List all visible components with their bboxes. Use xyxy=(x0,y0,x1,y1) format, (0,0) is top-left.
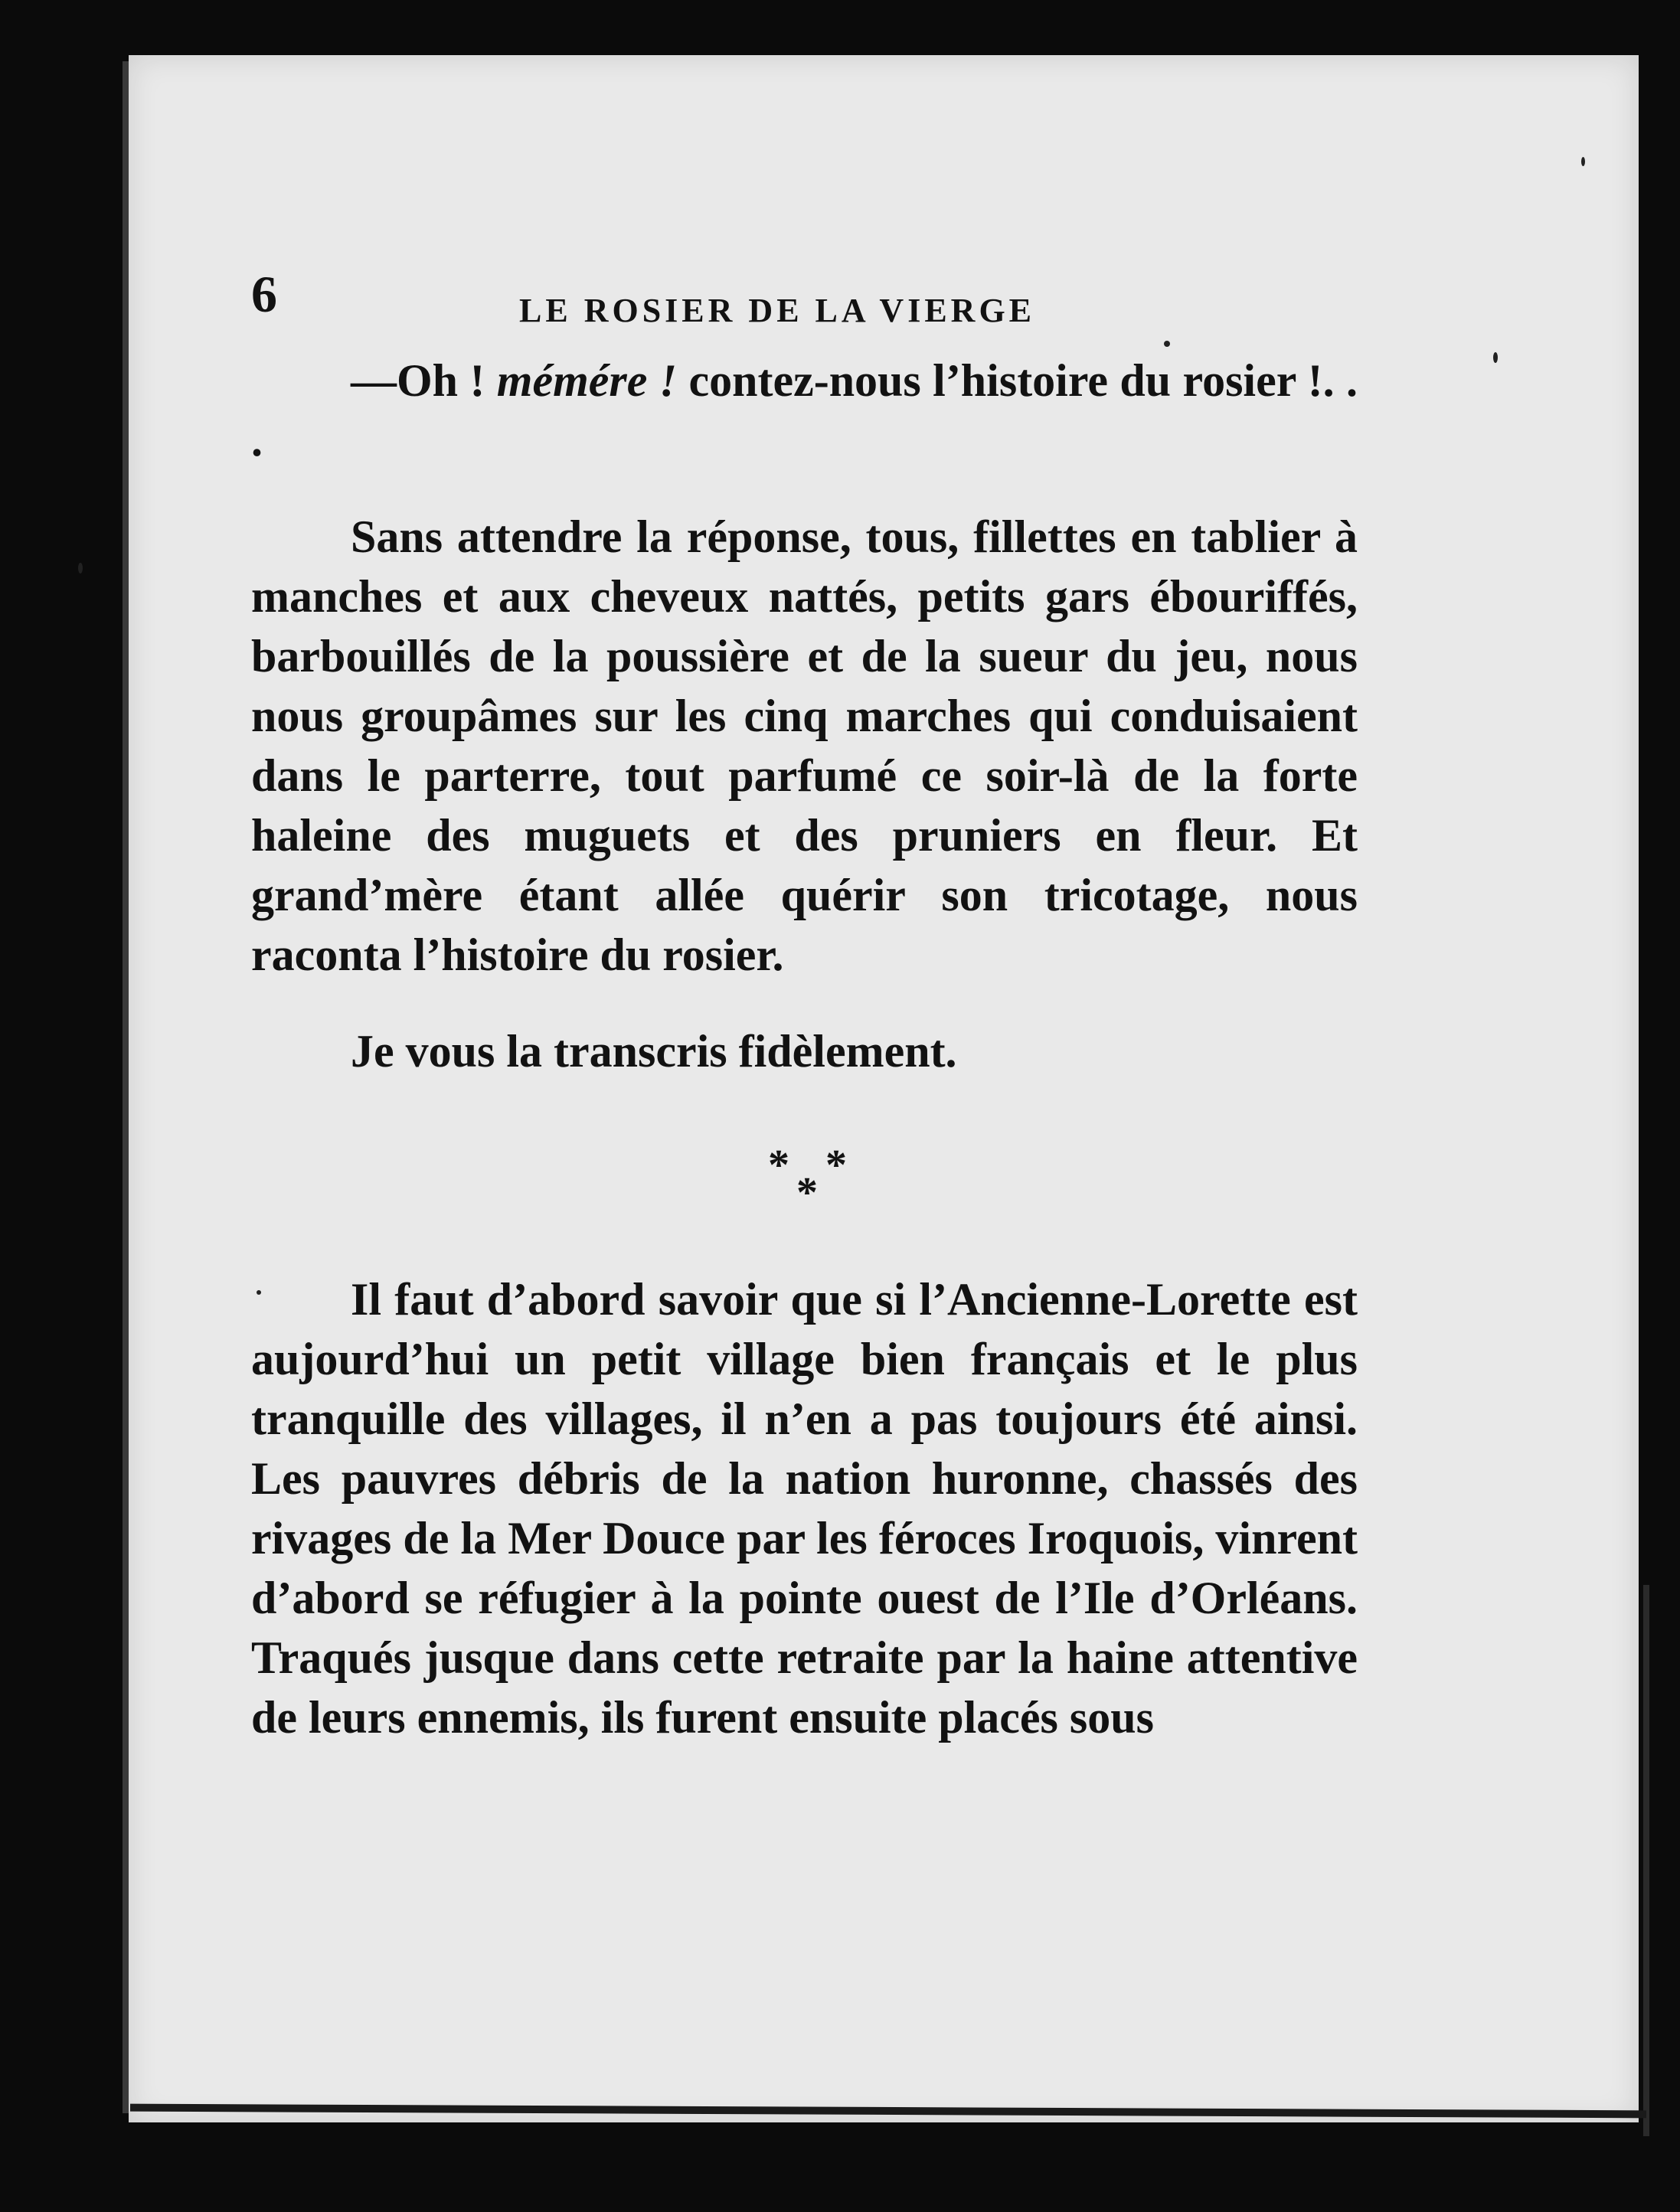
asterism-divider xyxy=(251,1126,1358,1233)
page-number: 6 xyxy=(251,265,277,323)
page-text-block xyxy=(251,260,1358,1747)
running-head-title: LE ROSIER DE LA VIERGE xyxy=(519,292,1036,329)
asterism-star: * xyxy=(825,1142,847,1189)
scan-speck xyxy=(1581,157,1585,166)
scan-speck xyxy=(78,563,83,573)
dialogue-rest: contez-nous l’histoire du rosier !. . . xyxy=(251,355,1358,466)
paragraph-transcription: Je vous la transcris fidèlement. xyxy=(351,1026,957,1077)
paragraph-dialogue xyxy=(251,351,1358,470)
scan-speck xyxy=(1493,352,1498,363)
asterism-star: * xyxy=(768,1142,789,1189)
paragraph-history: Il faut d’abord savoir que si l’Ancienne-Lorette est aujourd’hui un petit village bien français et le plus tranquille des villages, il n’en a pas toujours été ainsi. Les pauvres débris de la nation huronne, chassés des rivages de la Mer Douce par les féroces Iroquois, vinrent d’abord se réfugier à la pointe ouest de l’Ile d’Orléans. Traqués jusque dans cette retraite par la haine attentive de leurs ennemis, ils furent ensuite placés sous xyxy=(251,1274,1358,1743)
running-head xyxy=(251,260,1358,329)
body-text xyxy=(251,351,1358,1747)
paragraph-narration: Sans attendre la réponse, tous, fillettes en tablier à manches et aux cheveux nattés, petits gars ébouriffés, barbouillés de la poussière et de la sueur du jeu, nous nous groupâmes sur les cinq marches qui conduisaient dans le parterre, tout parfumé ce soir-là de la forte haleine des muguets et des pruniers en fleur. Et grand’mère étant allée quérir son tricotage, nous raconta l’histoire du rosier. xyxy=(251,511,1358,980)
dialogue-opening: —Oh ! xyxy=(351,355,497,406)
page-right-edge xyxy=(1643,1585,1649,2136)
asterism-star: * xyxy=(796,1169,818,1217)
dialogue-italic: mémére ! xyxy=(496,355,678,406)
